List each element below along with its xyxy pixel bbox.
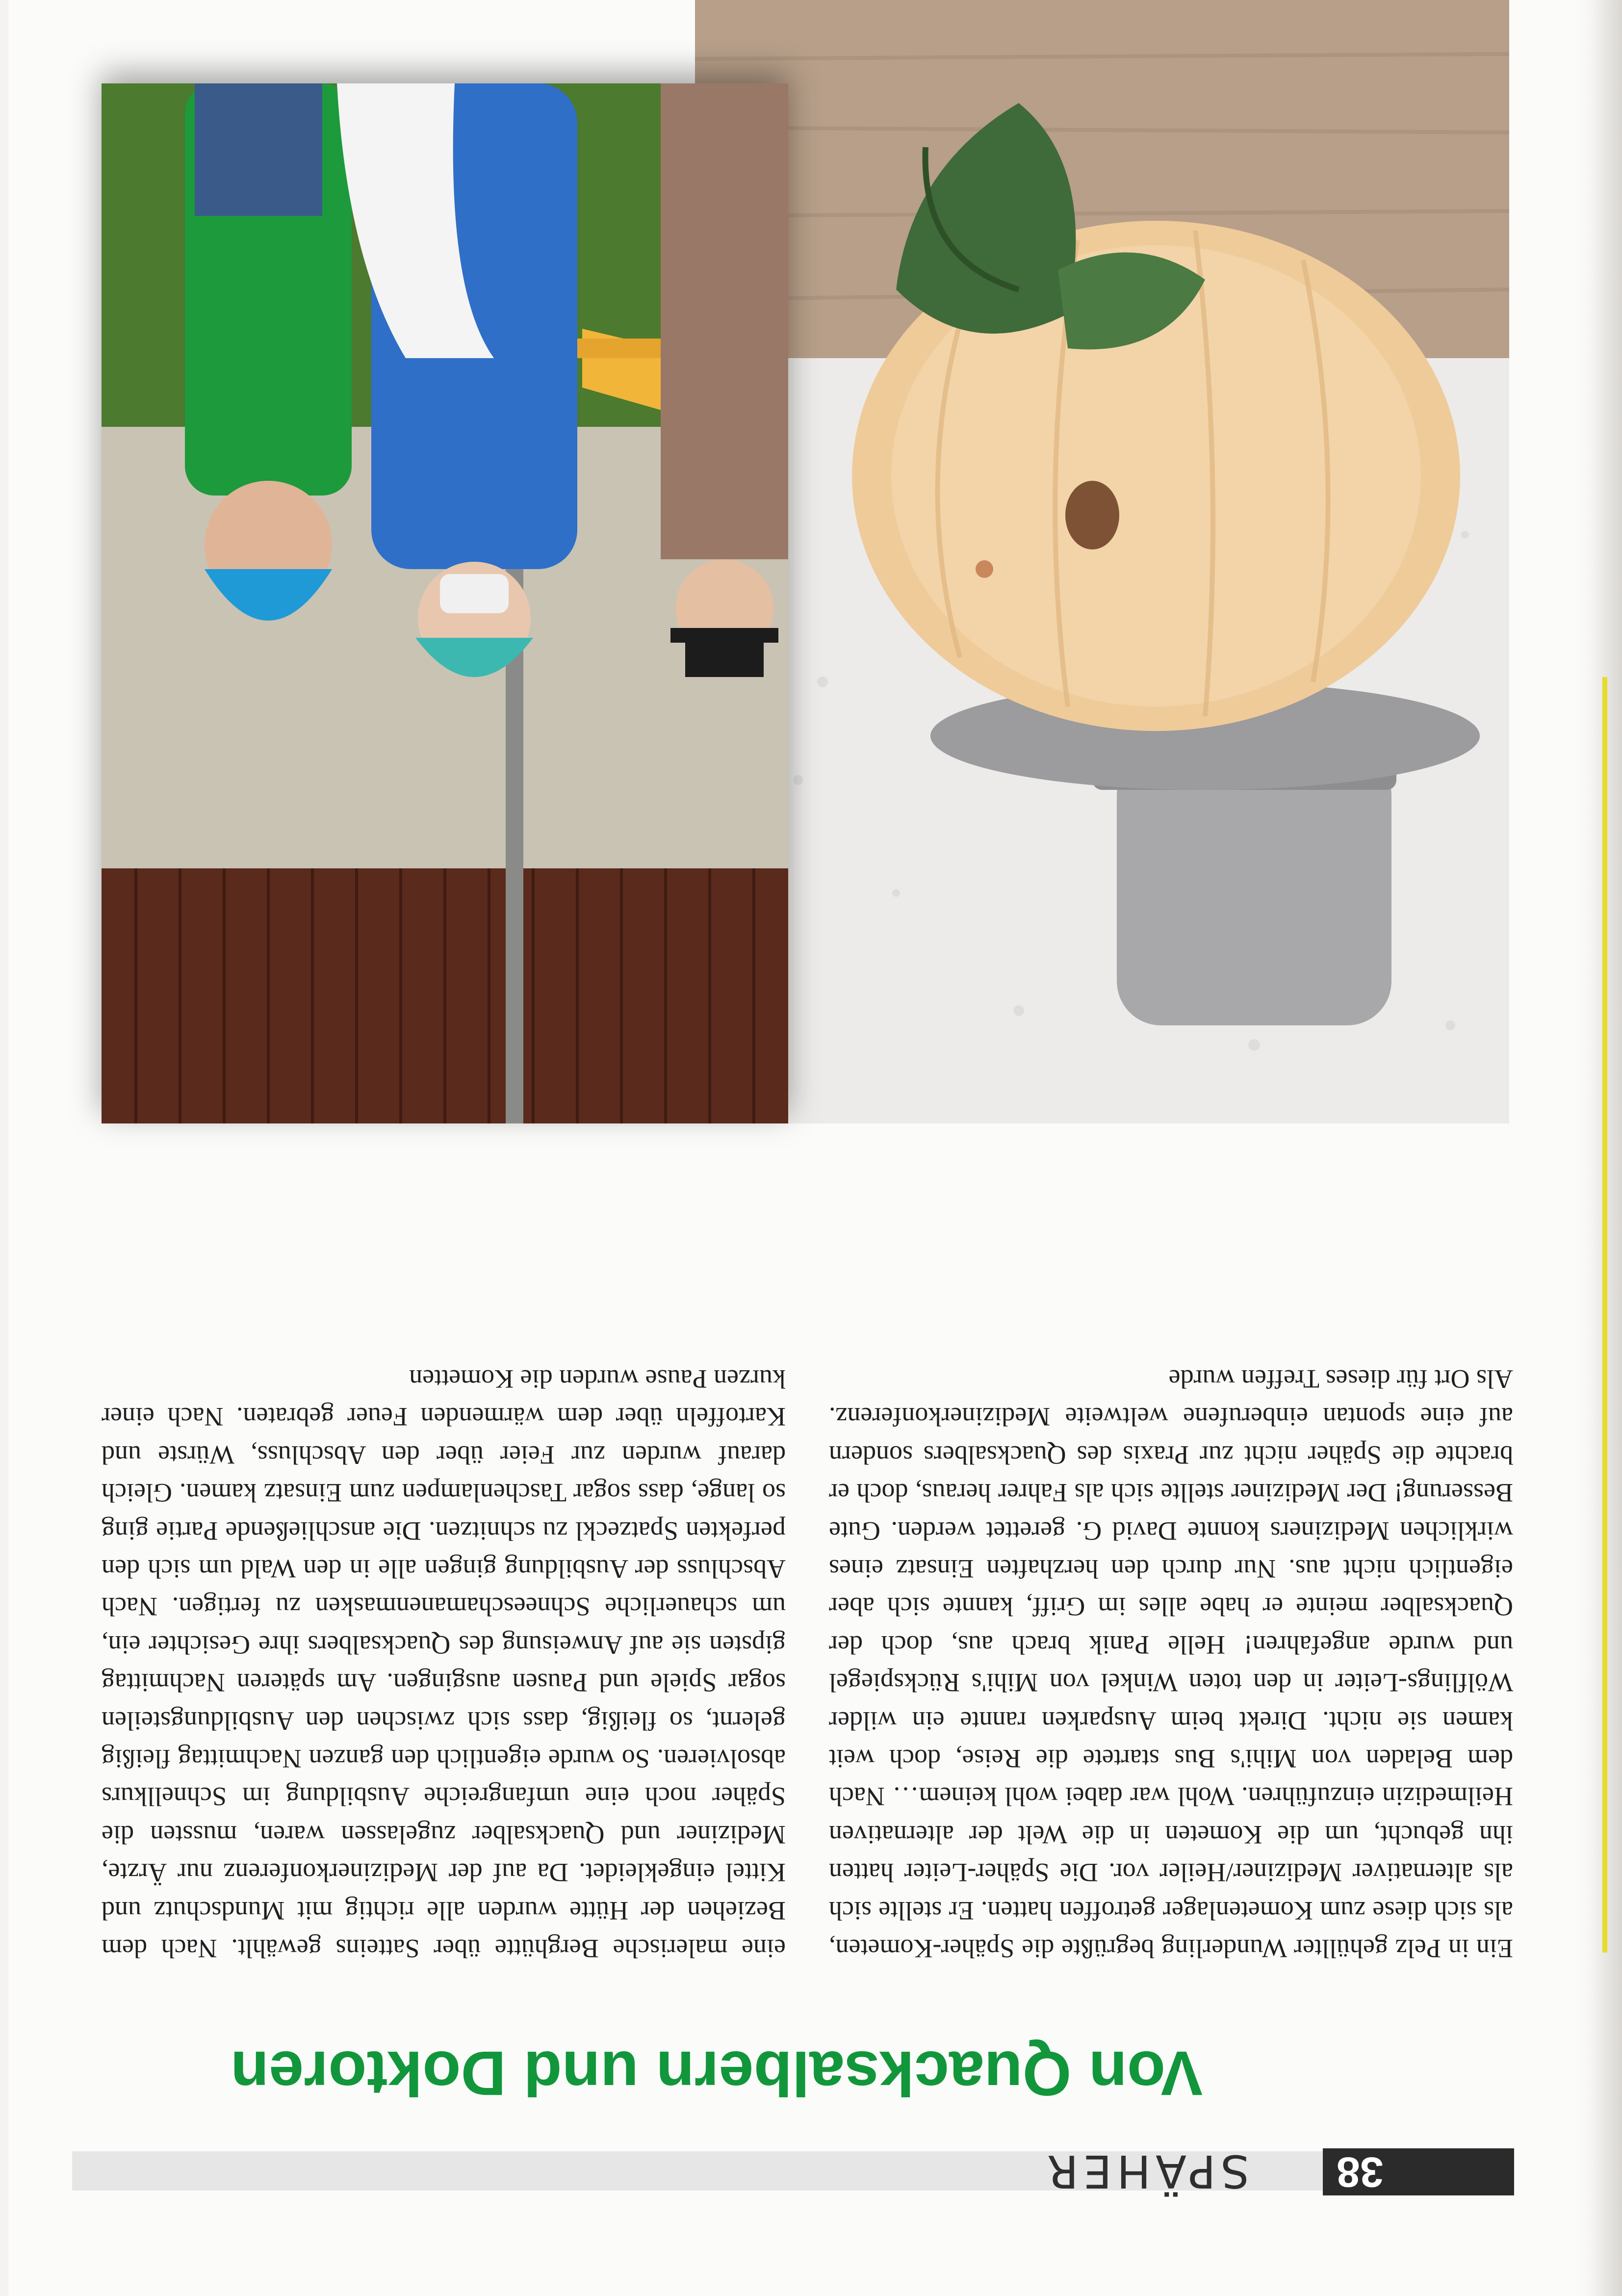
text-column-right bbox=[102, 1360, 786, 1968]
section-label: SPÄHER bbox=[1042, 2145, 1249, 2197]
page-edge-stripe bbox=[1602, 677, 1607, 1953]
pumpkin-illustration bbox=[695, 0, 1509, 1123]
text-column-left bbox=[829, 1360, 1513, 1968]
paragraph: eine malerische Berghütte über Satteins gewählt. Nach dem Beziehen der Hütte wurden alle richtig mit Mundschutz und Kittel eingekleidet. Da auf der Medizinerkonferenz nur Ärzte, Mediziner und Quacksalber zugelassen waren, mussten die Späher noch eine umfangreiche Ausbildung im Schnellkurs absolvieren. So wurde eigentlich den ganzen Nachmittag fleißig gelernt, so fleißig, dass sich zwischen den Ausbildungsteilen sogar Spiele und Pausen ausgingen. Am späteren Nachmittag gipsten sie auf Anweisung des Quacksalbers ihre Gesichter ein, um schauerliche Schneeschamanenmasken zu fertigen. Nach Abschluss der Ausbildung gingen alle in den Wald um sich den perfekten Spatzeckl zu schnitzen. Die anschließende Partie ging so lange, dass sogar Taschenlampen zum Einsatz kamen. Gleich darauf wurden zur Feier über den Abschluss, Würste und Kartoffeln über dem wärmenden Feuer gebraten. Nach einer kurzen Pause wurden die Kometten bbox=[102, 1364, 786, 1963]
scouts-photo bbox=[102, 83, 788, 1123]
binding-edge bbox=[1578, 0, 1622, 2296]
article-title: Von Quacksalbern und Doktoren bbox=[231, 2038, 1203, 2108]
scouts-illustration bbox=[102, 83, 788, 1123]
page-number: 38 bbox=[1323, 2148, 1514, 2195]
paragraph: Ein in Pelz gehüllter Wunderling begrüßte die Späher-Kometen, als sich diese zum Kometenlager getroffen hatten. Er stellte sich als alternativer Mediziner/Heiler vor. Die Späher-Leiter hatten ihn gebucht, um die Kometen in die Welt der alternativen Heilmedizin einzuführen. Wohl war dabei wohl keinem… Nach dem Beladen von Mihi's Bus startete die Reise, doch weit kamen sie nicht. Direkt beim Ausparken rannte ein wilder Wölflings-Leiter in den toten Winkel von Mihi's Rückspiegel und wurde angefahren! Helle Panik brach aus, doch der Quacksalber meinte er habe alles im Griff, kannte sich aber eigentlich nicht aus. Nur durch den herzhaften Einsatz eines wirklichen Mediziners konnte David G. gerettet werden. Gute Besserung! Der Mediziner stellte sich als Fahrer heraus, doch er brachte die Späher nicht zur Praxis des Quacksalbers sondern auf eine spontan einberufene weltweite Medizinerkonferenz. Als Ort für dieses Treffen wurde bbox=[829, 1364, 1513, 1963]
header-band bbox=[72, 2151, 1514, 2191]
pumpkin-photo bbox=[695, 0, 1509, 1123]
